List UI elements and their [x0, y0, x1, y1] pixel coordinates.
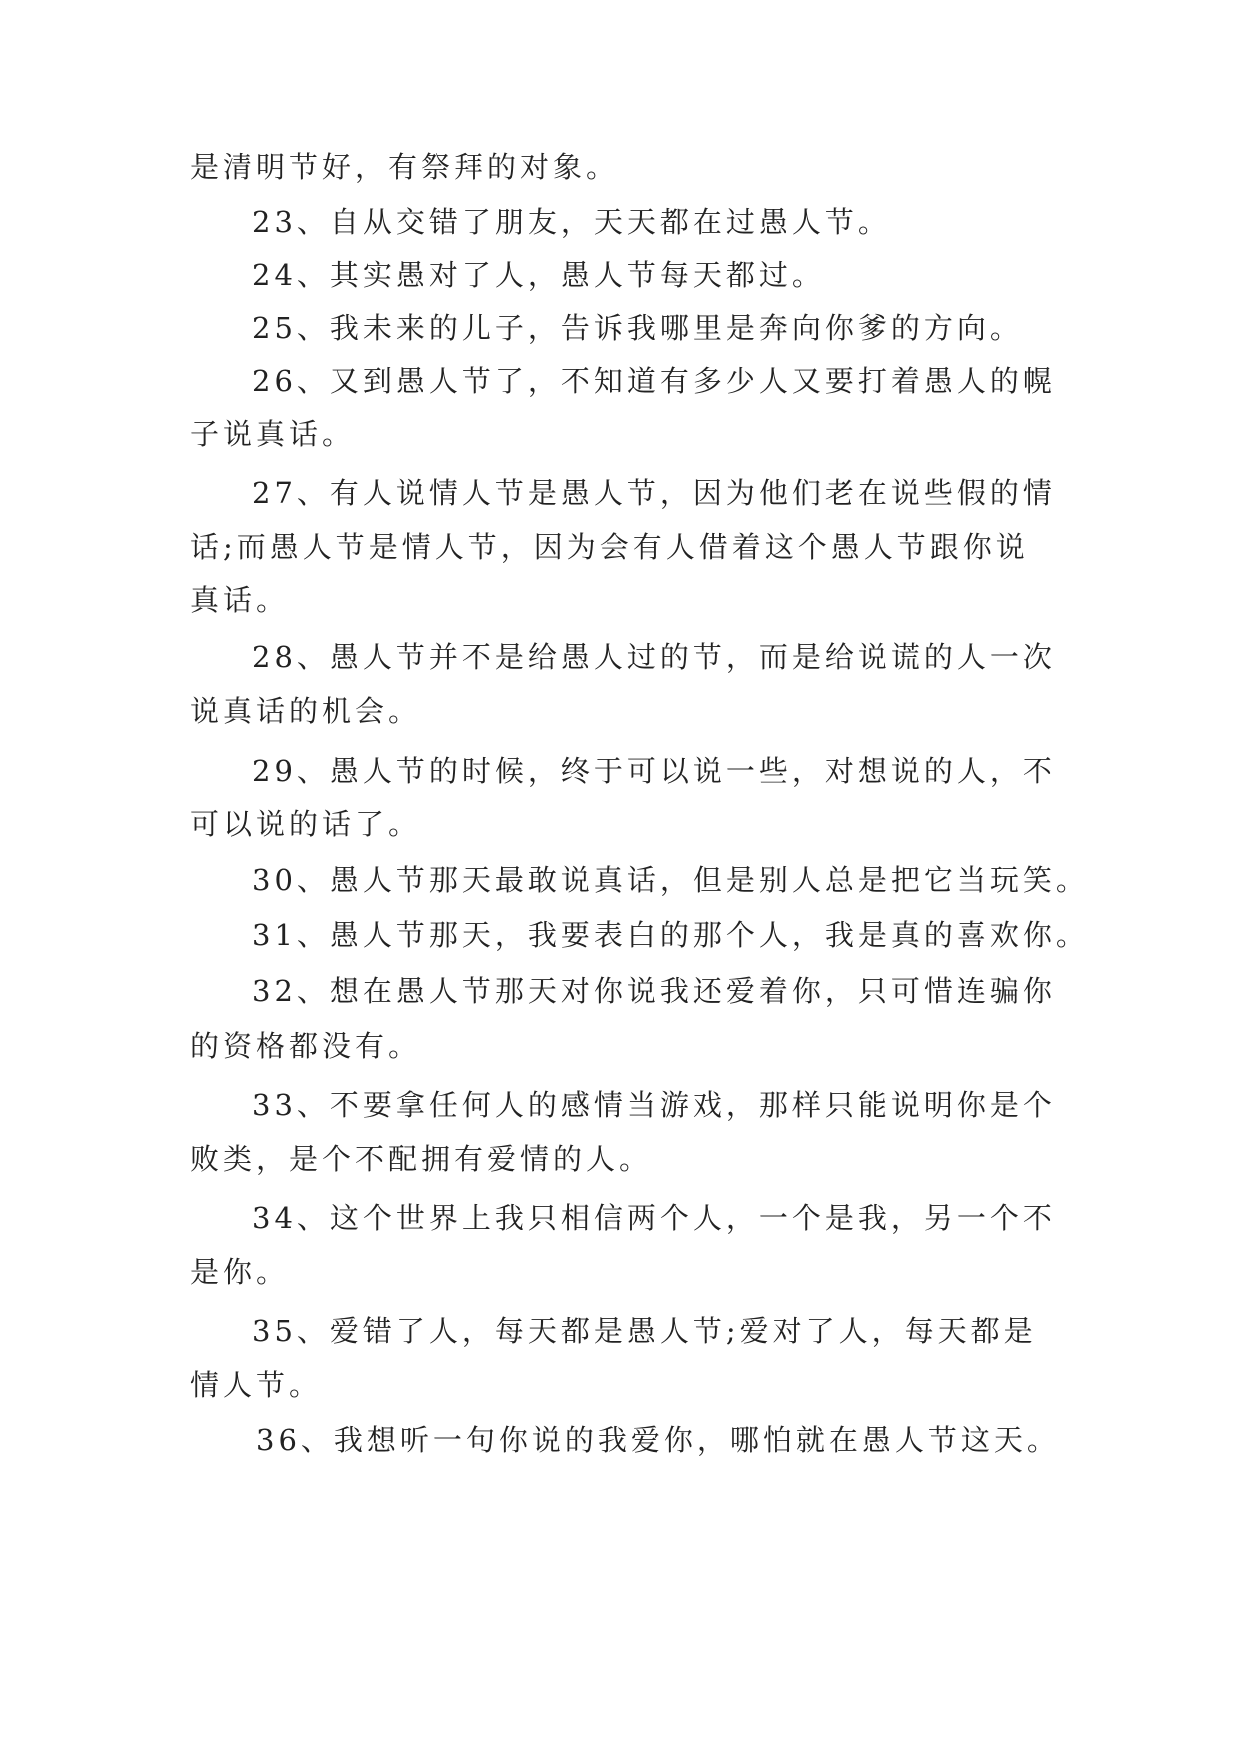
text-line: 35、爱错了人，每天都是愚人节;爱对了人，每天都是	[252, 1314, 1037, 1348]
text-line: 是你。	[190, 1255, 290, 1289]
text-line: 是清明节好，有祭拜的对象。	[190, 150, 620, 184]
text-line: 说真话的机会。	[190, 694, 422, 728]
text-line: 27、有人说情人节是愚人节，因为他们老在说些假的情	[252, 476, 1056, 510]
text-line: 23、自从交错了朋友，天天都在过愚人节。	[252, 205, 891, 239]
text-line: 28、愚人节并不是给愚人过的节，而是给说谎的人一次	[252, 640, 1056, 674]
text-line: 26、又到愚人节了，不知道有多少人又要打着愚人的幌	[252, 364, 1056, 398]
text-line: 25、我未来的儿子，告诉我哪里是奔向你爹的方向。	[252, 311, 1023, 345]
text-line: 30、愚人节那天最敢说真话，但是别人总是把它当玩笑。	[252, 863, 1089, 897]
text-line: 24、其实愚对了人，愚人节每天都过。	[252, 258, 825, 292]
text-line: 36、我想听一句你说的我爱你，哪怕就在愚人节这天。	[256, 1423, 1060, 1457]
text-line: 可以说的话了。	[190, 807, 422, 841]
text-line: 情人节。	[190, 1368, 323, 1402]
text-line: 31、愚人节那天，我要表白的那个人，我是真的喜欢你。	[252, 918, 1089, 952]
text-line: 的资格都没有。	[190, 1029, 422, 1063]
text-line: 话;而愚人节是情人节，因为会有人借着这个愚人节跟你说	[190, 530, 1029, 564]
text-line: 33、不要拿任何人的感情当游戏，那样只能说明你是个	[252, 1088, 1056, 1122]
text-line: 34、这个世界上我只相信两个人，一个是我，另一个不	[252, 1201, 1056, 1235]
text-line: 32、想在愚人节那天对你说我还爱着你，只可惜连骗你	[252, 974, 1056, 1008]
text-line: 29、愚人节的时候，终于可以说一些，对想说的人，不	[252, 754, 1056, 788]
text-line: 真话。	[190, 583, 290, 617]
text-line: 子说真话。	[190, 417, 356, 451]
text-line: 败类，是个不配拥有爱情的人。	[190, 1142, 653, 1176]
